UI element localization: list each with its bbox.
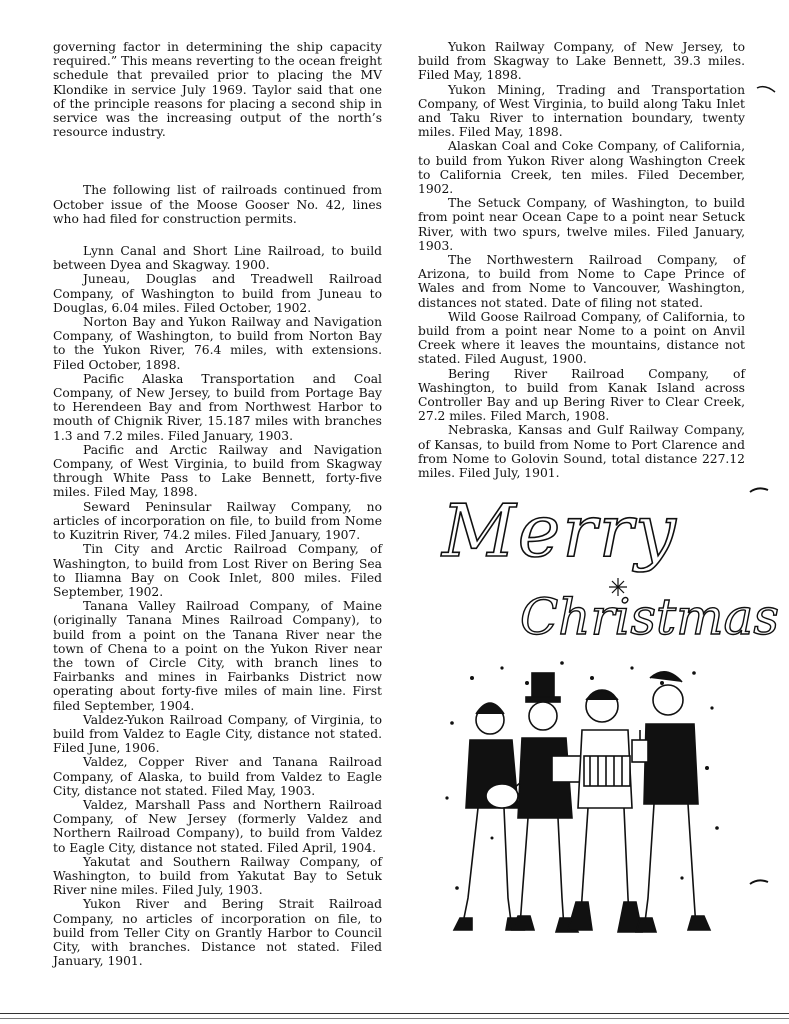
railroad-entry: Wild Goose Railroad Company, of California, to build from a point near Nome to a point on Anvil Creek where it leaves the mountains, distance not stated. Filed August, 1900. (418, 309, 745, 367)
caroler-accordion (568, 690, 642, 932)
left-column (53, 40, 382, 968)
intro-paragraph: governing factor in determining the ship capacity required.” This means reverting to the ocean freight schedule that prevailed prior to placing the MV Klondike in service July 1969. Taylor said that one of the principle reasons for placing a second ship in service was the increasing output of the north’s resource industry. (53, 40, 382, 140)
railroad-entry: Norton Bay and Yukon Railway and Navigation Company, of Washington, to build from Norton Bay to the Yukon River, 76.4 miles, with extensions. Filed October, 1898. (53, 315, 382, 372)
railroad-entry: Tin City and Arctic Railroad Company, of Washington, to build from Lost River on Bering Sea to Iliamna Bay on Cook Inlet, 800 miles. Filed September, 1902. (53, 542, 382, 599)
railroad-entry: Juneau, Douglas and Treadwell Railroad Company, of Washington to build from Juneau to Douglas, 6.04 miles. Filed October, 1902. (53, 272, 382, 315)
railroad-entry: Valdez-Yukon Railroad Company, of Virginia, to build from Valdez to Eagle City, distance not stated. Filed June, 1906. (53, 712, 382, 756)
merry-script: Merry (442, 489, 678, 573)
railroad-entry: Seward Peninsular Railway Company, no articles of incorporation on file, to build from Nome to Kuzitrin River, 74.2 miles. Filed January, 1907. (53, 499, 382, 543)
railroad-entry: Yukon River and Bering Strait Railroad Company, no articles of incorporation on file, to build from Teller City on Grantly Harbor to Council City, with branches. Distance not stated. Filed January, 1901. (53, 897, 382, 969)
railroad-entry: The Northwestern Railroad Company, of Arizona, to build from Nome to Cape Prince of Wales and from Nome to Vancouver, Washington, distances not stated. Date of filing not stated. (418, 253, 745, 310)
railroad-entry: Bering River Railroad Company, of Washington, to build from Kanak Island across Controller Bay and up Bering River to Clear Creek, 27.2 miles. Filed March, 1908. (418, 366, 745, 424)
railroad-entry: Yakutat and Southern Railway Company, of Washington, to build from Yakutat Bay to Setuk River nine miles. Filed July, 1903. (53, 854, 382, 898)
railroad-entry: Yukon Railway Company, of New Jersey, to build from Skagway to Lake Bennett, 39.3 miles. Filed May, 1898. (418, 40, 745, 83)
caroler-lantern (632, 672, 710, 932)
christmas-illustration (432, 478, 779, 968)
railroad-entry: Yukon Mining, Trading and Transportation Company, of West Virginia, to build along Taku Inlet and Taku River to internation boundary, twenty miles. Filed May, 1898. (418, 82, 745, 140)
railroad-entry: Tanana Valley Railroad Company, of Maine (originally Tanana Mines Railroad Company), to build from a point on the Tanana River near the town of Chena to a point on the Yukon River near the town of Circle City, with branch lines to Fairbanks and mines in Fairbanks District now operating about forty-five miles of main line. First filed September, 1904. (53, 599, 382, 713)
margin-mark (748, 876, 772, 890)
railroad-entry: Valdez, Copper River and Tanana Railroad Company, of Alaska, to build from Valdez to Eagle City, distance not stated. Filed May, 1903. (53, 755, 382, 798)
bottom-rule-secondary (0, 1018, 789, 1019)
railroad-entry: Alaskan Coal and Coke Company, of California, to build from Yukon River along Washington Creek to California Creek, ten miles. Filed December, 1902. (418, 139, 745, 197)
christmas-script: Christmas (520, 588, 779, 646)
margin-mark (755, 82, 779, 96)
railroad-entry: Lynn Canal and Short Line Railroad, to build between Dyea and Skagway. 1900. (53, 244, 382, 273)
bottom-rule (0, 1013, 789, 1014)
right-column (418, 40, 745, 480)
railroad-entry: The Setuck Company, of Washington, to build from point near Ocean Cape to a point near Setuck River, with two spurs, twelve miles. Filed January, 1903. (418, 196, 745, 253)
railroad-entry: Pacific Alaska Transportation and Coal Company, of New Jersey, to build from Portage Bay to Herendeen Bay and from Northwest Harbor to mouth of Chignik River, 15.187 miles with branches 1.3 and 7.2 miles. Filed January, 1903. (53, 371, 382, 443)
caroler-top-hat (512, 673, 584, 932)
railroad-entry: Pacific and Arctic Railway and Navigation Company, of West Virginia, to build from Skagway through White Pass to Lake Bennett, forty-five miles. Filed May, 1898. (53, 442, 382, 500)
railroad-entry: Nebraska, Kansas and Gulf Railway Company, of Kansas, to build from Nome to Port Clarence and from Nome to Golovin Sound, total distance 227.12 miles. Filed July, 1901. (418, 423, 745, 481)
railroad-entry: Valdez, Marshall Pass and Northern Railroad Company, of New Jersey (formerly Valdez and Northern Railroad Company), to build from Valdez to Eagle City, distance not stated. Filed April, 1904. (53, 797, 382, 855)
margin-mark (748, 484, 772, 498)
list-intro-paragraph: The following list of railroads continued from October issue of the Moose Gooser No. 42, lines who had filed for construction permits. (53, 183, 382, 226)
